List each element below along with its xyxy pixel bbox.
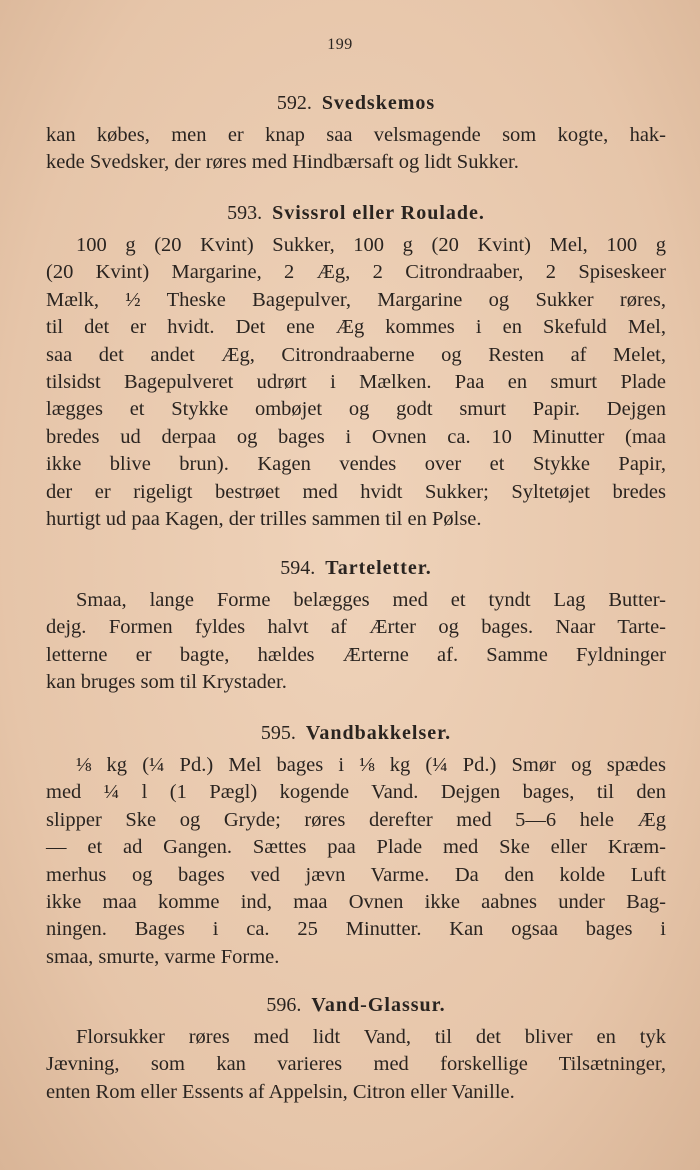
text-line: enten Rom eller Essents af Appelsin, Citron eller Vanille. [46,1080,515,1103]
text-line: til det er hvidt. Det ene Æg kommes i en Skefuld Mel, [46,316,666,339]
recipe-number: 595. [260,722,296,744]
text-line: hurtigt ud paa Kagen, der trilles sammen til en Pølse. [46,507,482,530]
recipe-title: Tarteletter. [325,557,432,579]
text-line: der er rigeligt bestrøet med hvidt Sukker; Syltetøjet bredes [46,480,666,503]
text-line: Jævning, som kan varieres med forskellige Tilsætninger, [46,1053,666,1076]
recipe-number: 594. [280,557,316,579]
text-line: saa det andet Æg, Citrondraaberne og Resten af Melet, [46,343,666,366]
text-line: — et ad Gangen. Sættes paa Plade med Ske eller Kræm- [46,836,666,859]
text-line: med ¼ l (1 Pægl) kogende Vand. Dejgen bages, til den [46,781,666,804]
text-line: dejg. Formen fyldes halvt af Ærter og bages. Naar Tarte- [46,616,666,639]
page-number: 199 [327,36,353,53]
text-line: Florsukker røres med lidt Vand, til det bliver en tyk [76,1026,666,1048]
recipe-593 [46,198,666,533]
text-line: Smaa, lange Forme belægges med et tyndt Lag Butter- [76,589,666,611]
recipe-title: Vand-Glassur. [311,994,446,1016]
text-line: letterne er bagte, hældes Ærterne af. Samme Fyldninger [46,643,666,666]
text-line: ningen. Bages i ca. 25 Minutter. Kan ogsaa bages i [46,918,666,941]
recipe-heading [46,553,666,583]
text-line: (20 Kvint) Margarine, 2 Æg, 2 Citrondraaber, 2 Spiseskeer [46,261,666,284]
recipe-title: Svedskemos [321,92,436,114]
recipe-heading [46,990,666,1020]
recipe-595 [46,718,666,971]
recipe-heading [46,198,666,228]
recipe-number: 593. [227,202,263,224]
text-line: ikke blive brun). Kagen vendes over et Stykke Papir, [46,453,666,476]
recipe-596 [46,990,666,1106]
recipe-title: Svissrol eller Roulade. [272,202,485,224]
text-line: kan købes, men er knap saa velsmagende som kogte, hak- [46,124,666,146]
recipe-heading [46,88,666,118]
text-line: Mælk, ½ Theske Bagepulver, Margarine og Sukker røres, [46,288,666,311]
text-line: ikke maa komme ind, maa Ovnen ikke aabnes under Bag- [46,890,666,913]
recipe-594 [46,553,666,697]
text-line: bredes ud derpaa og bages i Ovnen ca. 10 Minutter (maa [46,425,666,448]
recipe-heading [46,718,666,748]
text-line: 100 g (20 Kvint) Sukker, 100 g (20 Kvint) Mel, 100 g [76,234,666,256]
recipe-number: 592. [276,92,312,114]
text-line: merhus og bages ved jævn Varme. Da den kolde Luft [46,863,666,886]
text-line: ⅛ kg (¼ Pd.) Mel bages i ⅛ kg (¼ Pd.) Smør og spædes [76,754,666,776]
text-line: kede Svedsker, der røres med Hindbærsaft og lidt Sukker. [46,151,519,174]
text-line: lægges et Stykke ombøjet og godt smurt Papir. Dejgen [46,398,666,421]
recipe-592 [46,88,666,177]
recipe-number: 596. [266,994,302,1016]
text-line: kan bruges som til Krystader. [46,671,287,694]
text-line: tilsidst Bagepulveret udrørt i Mælken. Paa en smurt Plade [46,370,666,393]
recipe-title: Vandbakkelser. [305,722,452,744]
text-line: smaa, smurte, varme Forme. [46,945,280,968]
text-line: slipper Ske og Gryde; røres derefter med 5—6 hele Æg [46,808,666,831]
